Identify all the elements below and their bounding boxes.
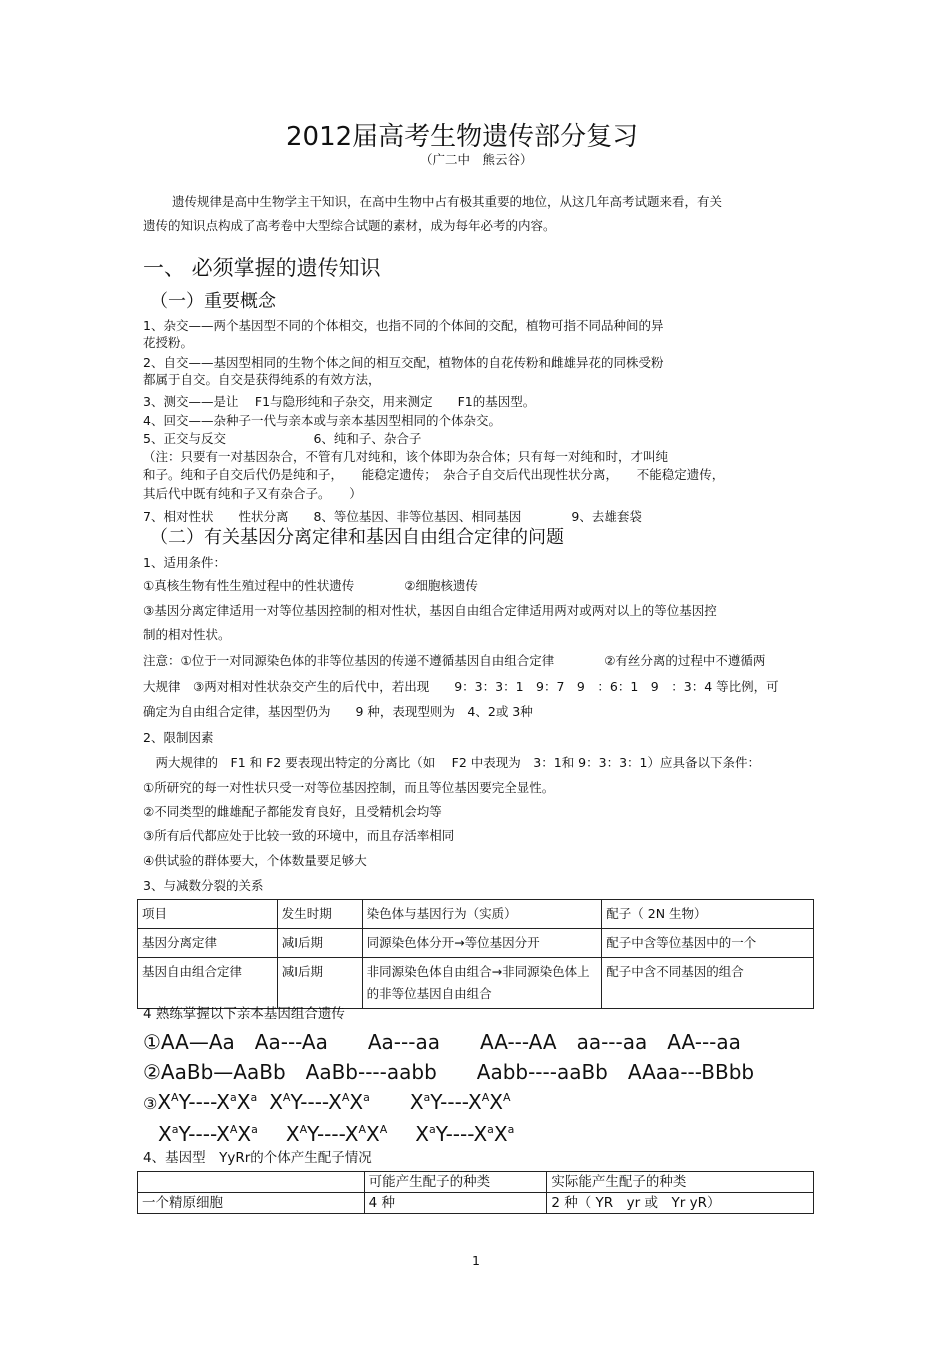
author-line: （广二中 熊云谷） <box>420 152 533 167</box>
xlinked-cross: $X^aY----X^AX^a$ <box>158 1122 258 1146</box>
table-cell: 同源染色体分开→等位基因分开 <box>362 929 602 958</box>
concept-line: （注：只要有一对基因杂合，不管有几对纯和，该个体即为杂合体；只有每一对纯和时，才叫纯 <box>143 449 669 464</box>
xlinked-cross: $X^AY----X^AX^a$ <box>269 1090 370 1114</box>
table-header-cell: 项目 <box>138 900 278 929</box>
concept-line: 其后代中既有纯和子又有杂合子。 ） <box>143 486 362 501</box>
section-heading: 一、 必须掌握的遗传知识 <box>143 256 381 280</box>
table-cell: 4 种 <box>364 1193 547 1214</box>
table-cell: 一个精原细胞 <box>138 1193 365 1214</box>
xlinked-cross: $X^aY----X^aX^a$ <box>415 1122 515 1146</box>
rule-line: ③基因分离定律适用一对等位基因控制的相对性状，基因自由组合定律适用两对或两对以上的等位基因控 <box>143 603 717 618</box>
xlinked-cross: $X^AY----X^AX^A$ <box>285 1122 388 1146</box>
table-header-cell: 发生时期 <box>277 900 362 929</box>
gamete-table <box>137 1171 814 1214</box>
table-cell: 非同源染色体自由组合→非同源染色体上的非等位基因自由组合 <box>362 958 602 1009</box>
table-row <box>138 958 814 1009</box>
table-cell: 减Ⅰ后期 <box>277 958 362 1009</box>
table-header-cell: 实际能产生配子的种类 <box>547 1172 814 1193</box>
table-header-row <box>138 1172 814 1193</box>
cross-heading: 4 熟练掌握以下亲本基因组合遗传 <box>143 1006 345 1022</box>
xlinked-line-2 <box>158 1124 514 1144</box>
table-cell: 配子中含等位基因中的一个 <box>602 929 814 958</box>
meiosis-relation-table <box>137 899 814 1009</box>
concept-line: 1、杂交——两个基因型不同的个体相交，也指不同的个体间的交配，植物可指不同品种间的异 <box>143 318 664 333</box>
rule-line: ①真核生物有性生殖过程中的性状遗传 ②细胞核遗传 <box>143 578 478 593</box>
xlinked-cross: $X^aY----X^AX^A$ <box>409 1090 511 1114</box>
rule-line: 确定为自由组合定律，基因型仍为 9 种，表现型则为 4、2或 3种 <box>143 704 533 719</box>
intro-line-2: 遗传的知识点构成了高考卷中大型综合试题的素材，成为每年必考的内容。 <box>143 218 556 233</box>
xlinked-line-1 <box>143 1092 510 1112</box>
concept-line: 都属于自交。自交是获得纯系的有效方法， <box>143 372 381 387</box>
rule-line: 1、适用条件： <box>143 555 226 570</box>
concept-line: 花授粉。 <box>143 335 194 350</box>
cross-line-2: ②AaBb—AaBb AaBb----aabb Aabb----aaBb AAaa---BBbb <box>143 1060 755 1084</box>
table-header-cell: 染色体与基因行为（实质） <box>362 900 602 929</box>
cross-line-1: ①AA—Aa Aa---Aa Aa---aa AA---AA aa---aa AA---aa <box>143 1030 741 1054</box>
table-header-cell <box>138 1172 365 1193</box>
xlinked-prefix: ③ <box>143 1094 158 1113</box>
intro-line-1: 遗传规律是高中生物学主干知识，在高中生物中占有极其重要的地位，从这几年高考试题来看，有关 <box>172 194 723 209</box>
rule-line: ④供试验的群体要大，个体数量要足够大 <box>143 853 367 868</box>
rule-line: 2、限制因素 <box>143 730 214 745</box>
table-header-row <box>138 900 814 929</box>
concept-line: 4、回交——杂种子一代与亲本或与亲本基因型相同的个体杂交。 <box>143 413 501 428</box>
concept-line: 5、正交与反交 6、纯和子、杂合子 <box>143 431 422 446</box>
rule-line: ②不同类型的雌雄配子都能发育良好，且受精机会均等 <box>143 804 442 819</box>
rule-line: ①所研究的每一对性状只受一对等位基因控制，而且等位基因要完全显性。 <box>143 780 555 795</box>
concept-line: 7、相对性状 性状分离 8、等位基因、非等位基因、相同基因 9、去雄套袋 <box>143 509 642 524</box>
table-cell: 2 种（ YR yr 或 Yr yR） <box>547 1193 814 1214</box>
page-number: 1 <box>472 1253 480 1268</box>
page-title: 2012届高考生物遗传部分复习 <box>286 122 639 152</box>
rule-line: 注意：①位于一对同源染色体的非等位基因的传递不遵循基因自由组合定律 ②有丝分离的过程中不遵循两 <box>143 653 766 668</box>
table-row <box>138 929 814 958</box>
rule-line: 大规律 ③两对相对性状杂交产生的后代中，若出现 9：3：3：1 9：7 9 ：6：1 9 ：3：4 等比例，可 <box>143 679 779 694</box>
subsection-heading-1: （一）重要概念 <box>150 291 276 312</box>
rule-line: 两大规律的 F1 和 F2 要表现出特定的分离比（如 F2 中表现为 3：1和 9：3：3：1）应具备以下条件： <box>143 755 760 770</box>
rule-line: ③所有后代都应处于比较一致的环境中，而且存活率相同 <box>143 828 455 843</box>
subsection-heading-2: （二）有关基因分离定律和基因自由组合定律的问题 <box>150 527 564 548</box>
table-row <box>138 1193 814 1214</box>
concept-line: 2、自交——基因型相同的生物个体之间的相互交配，植物体的自花传粉和雌雄异花的同株受粉 <box>143 355 664 370</box>
table-header-cell: 可能产生配子的种类 <box>364 1172 547 1193</box>
concept-line: 3、测交——是让 F1与隐形纯和子杂交，用来测定 F1的基因型。 <box>143 394 536 409</box>
table-cell: 减Ⅰ后期 <box>277 929 362 958</box>
table-cell: 配子中含不同基因的组合 <box>602 958 814 1009</box>
table-cell: 基因自由组合定律 <box>138 958 278 1009</box>
concept-line: 和子。纯和子自交后代仍是纯和子， 能稳定遗传； 杂合子自交后代出现性状分离， 不能稳定遗传， <box>143 467 725 482</box>
table-cell: 基因分离定律 <box>138 929 278 958</box>
gamete-heading: 4、基因型 YyRr的个体产生配子情况 <box>143 1150 372 1166</box>
table-header-cell: 配子（ 2N 生物） <box>602 900 814 929</box>
rule-line: 3、与减数分裂的关系 <box>143 878 264 893</box>
rule-line: 制的相对性状。 <box>143 627 231 642</box>
xlinked-cross: $X^AY----X^aX^a$ <box>157 1090 258 1114</box>
